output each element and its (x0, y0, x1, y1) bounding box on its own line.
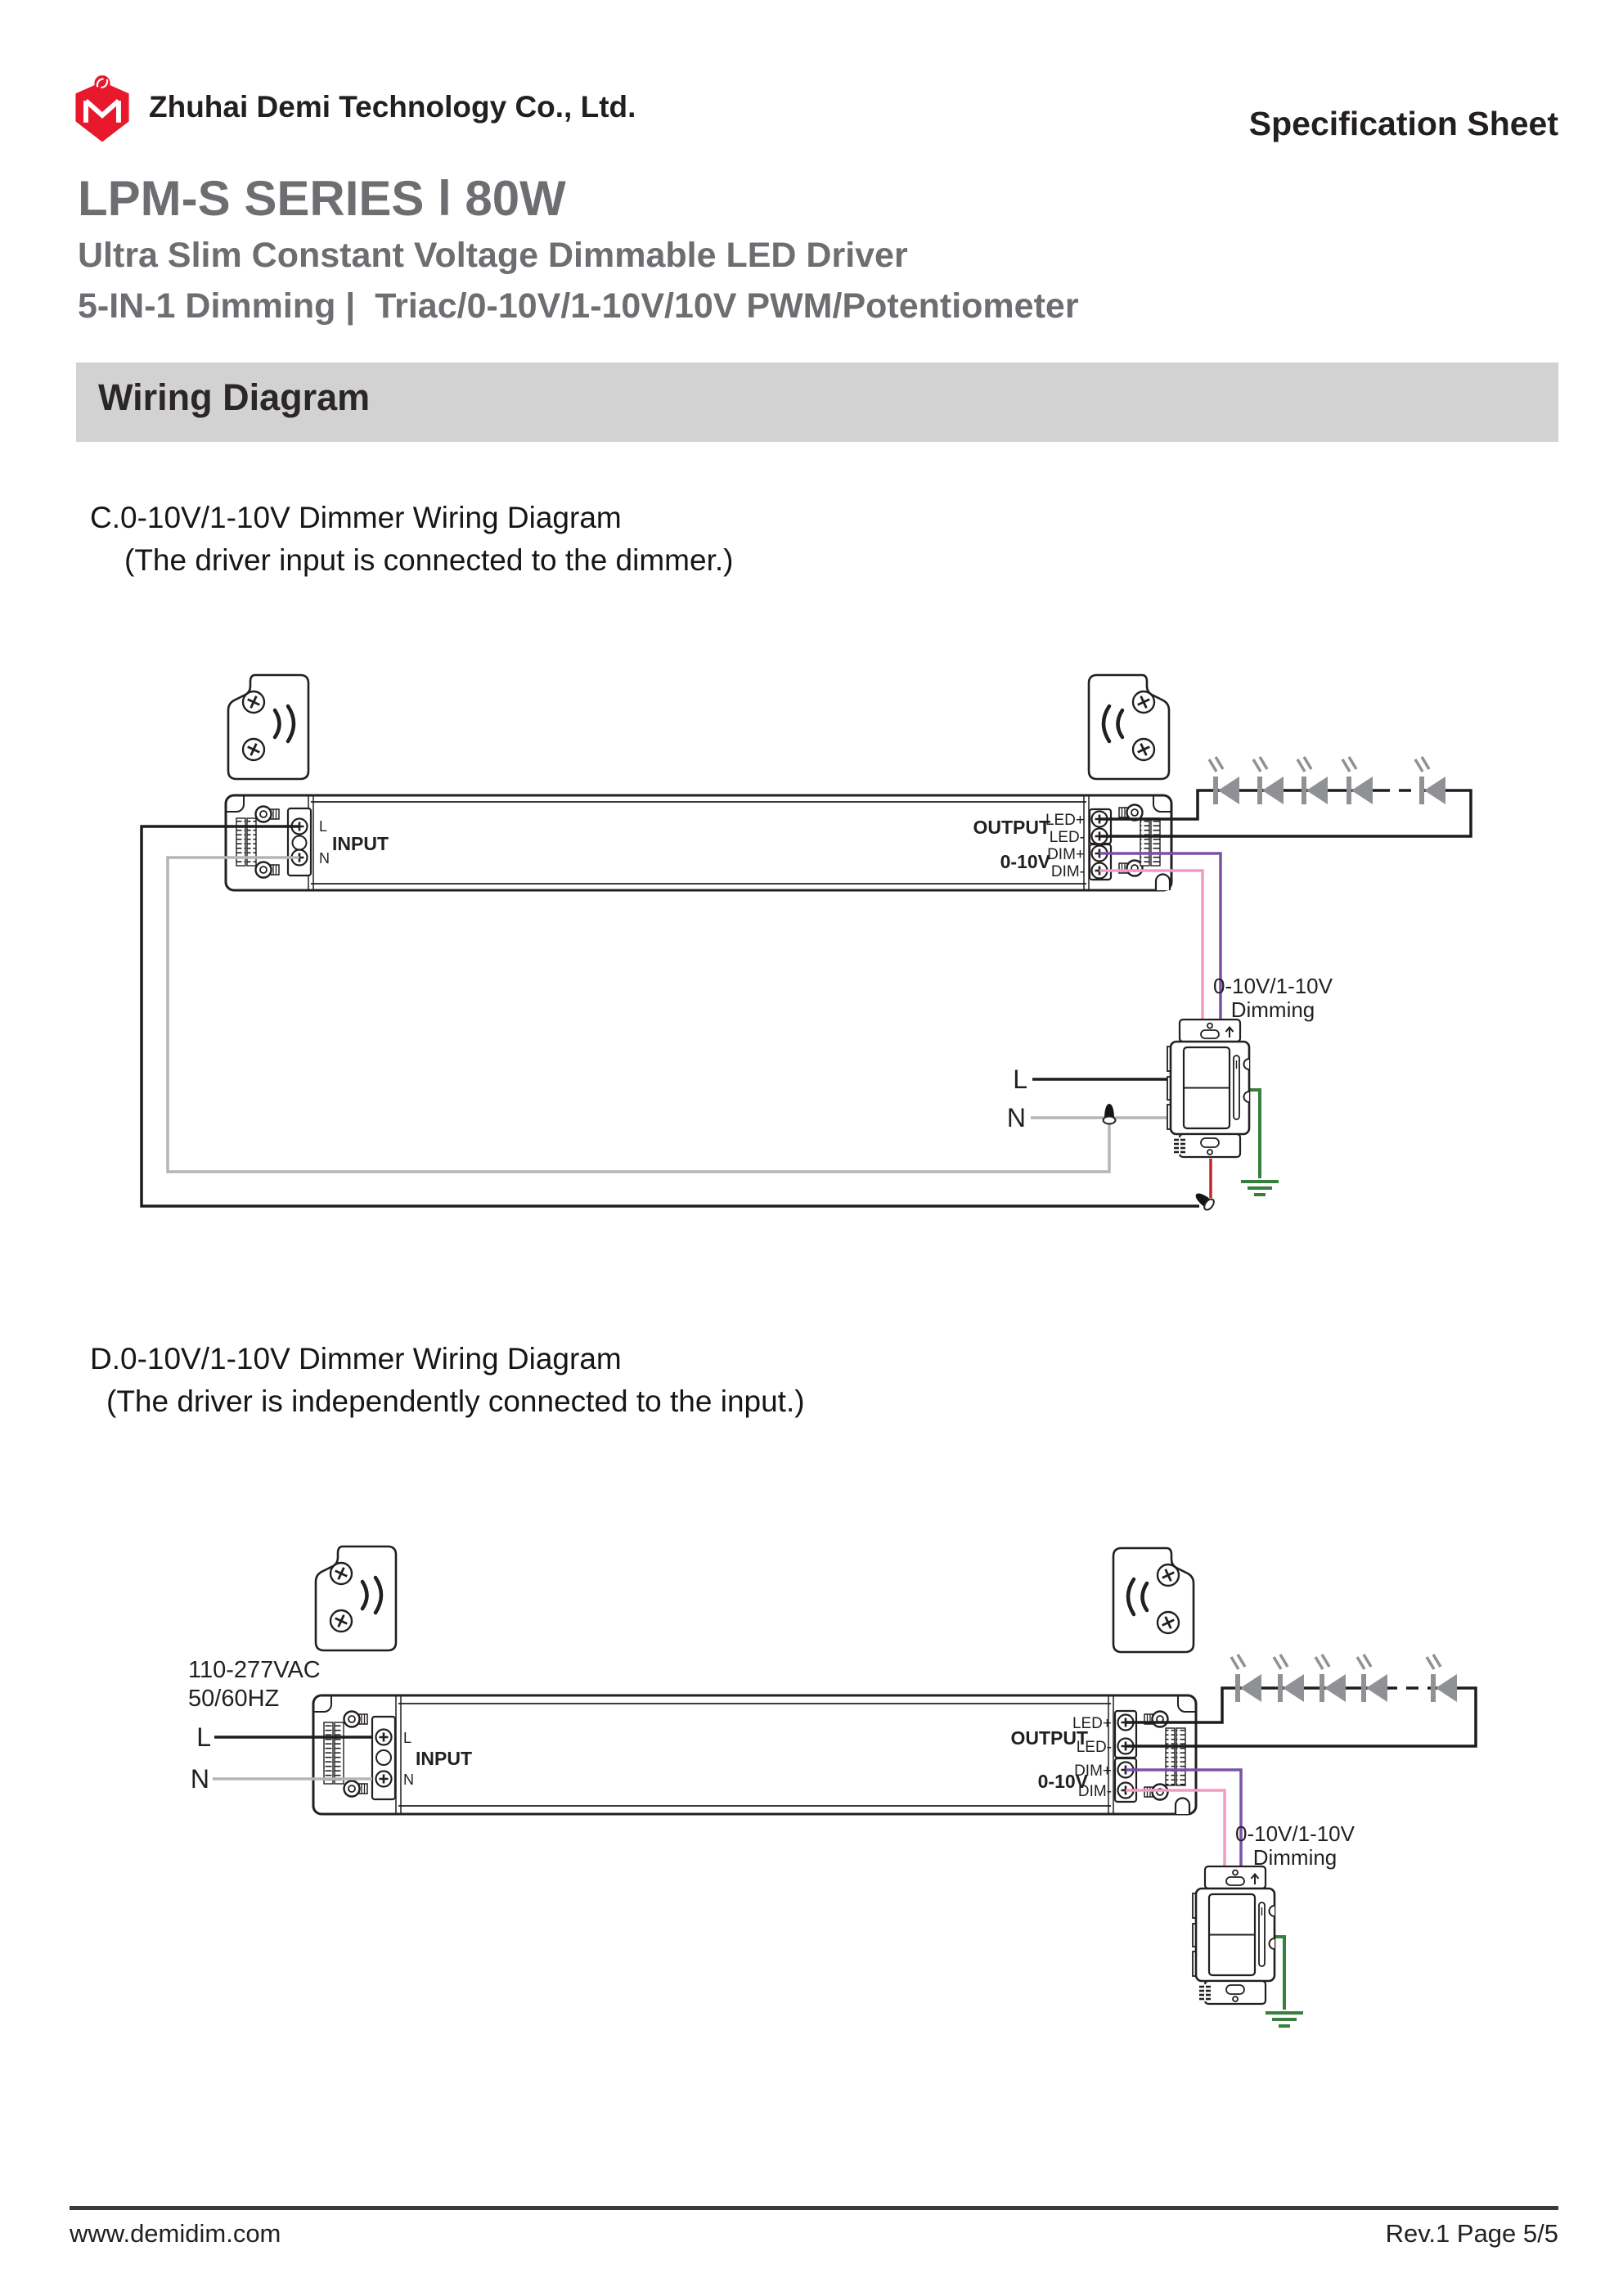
input-label: INPUT (332, 833, 389, 854)
led-icon (1209, 757, 1239, 804)
led-icon (1315, 1654, 1346, 1702)
led-icon (1231, 1654, 1261, 1702)
led-plus-label: LED+ (1045, 812, 1085, 829)
diagram-d-title: D.0-10V/1-10V Dimmer Wiring Diagram (90, 1342, 622, 1375)
led-minus-label: LED- (1049, 829, 1085, 846)
mains-l-label: L (196, 1722, 211, 1752)
led-driver (313, 1695, 1196, 1814)
output-label: OUTPUT (973, 817, 1050, 838)
led-minus-label: LED- (1076, 1739, 1112, 1756)
mounting-bracket-right (1113, 1548, 1194, 1652)
series-title: LPM-S SERIES l 80W (78, 171, 566, 226)
diagram-d-subtitle: (The driver is independently connected to the input.) (106, 1384, 805, 1418)
wire-nut-icon (1193, 1190, 1216, 1212)
input-l-label: L (403, 1730, 412, 1746)
mains-l-label: L (1013, 1065, 1027, 1094)
input-n-label: N (319, 850, 330, 867)
document-title: Specification Sheet (1248, 105, 1558, 142)
input-n-label: N (403, 1772, 414, 1788)
output-dim-label: 0-10V (1000, 851, 1050, 872)
mains-n-label: N (190, 1764, 209, 1794)
mounting-bracket-left (228, 675, 308, 779)
led-plus-label: LED+ (1072, 1715, 1112, 1732)
diagram-c-subtitle: (The driver input is connected to the dimmer.) (124, 543, 734, 577)
footer-revision: Rev.1 Page 5/5 (1385, 2219, 1558, 2248)
mounting-bracket-left (316, 1546, 396, 1650)
section-title: Wiring Diagram (98, 376, 371, 418)
led-icon (1342, 757, 1373, 804)
wall-dimmer (1193, 1866, 1275, 2004)
diagram-c-title: C.0-10V/1-10V Dimmer Wiring Diagram (90, 501, 622, 534)
wire-neutral-input (168, 858, 1109, 1172)
input-terminal-block (372, 1717, 395, 1799)
mounting-bracket-right (1089, 675, 1169, 779)
wire-dim-minus (1099, 871, 1203, 1020)
led-icon (1297, 757, 1328, 804)
led-icon (1427, 1654, 1457, 1702)
wire-ground (1275, 1937, 1284, 2010)
mains-n-label: N (1006, 1103, 1026, 1132)
output-label: OUTPUT (1010, 1727, 1088, 1749)
diagram-c (142, 675, 1471, 1212)
input-label: INPUT (416, 1748, 472, 1769)
dim-plus-label: DIM+ (1074, 1763, 1112, 1780)
dim-minus-label: DIM- (1050, 863, 1085, 880)
dimming-label-line1: 0-10V/1-10V (1235, 1821, 1355, 1846)
led-icon (1415, 757, 1445, 804)
wall-dimmer (1167, 1020, 1249, 1157)
dim-plus-label: DIM+ (1047, 846, 1085, 863)
dim-minus-label: DIM- (1077, 1783, 1112, 1800)
product-subtitle: Ultra Slim Constant Voltage Dimmable LED Driver (78, 236, 908, 275)
output-terminal-block (1115, 1711, 1136, 1802)
company-name: Zhuhai Demi Technology Co., Ltd. (149, 90, 636, 124)
wire-ground (1249, 1090, 1260, 1178)
output-dim-label: 0-10V (1037, 1771, 1088, 1792)
diagram-d (188, 1546, 1476, 2026)
dimming-subtitle: 5-IN-1 Dimming | Triac/0-10V/1-10V/10V PWM/Potentiometer (78, 286, 1079, 326)
dimming-label-line2: Dimming (1230, 997, 1315, 1022)
dimming-label-line2: Dimming (1252, 1845, 1338, 1870)
supply-frequency-label: 50/60HZ (188, 1686, 280, 1712)
led-driver (226, 795, 1171, 890)
footer-website: www.demidim.com (70, 2219, 281, 2248)
led-icon (1253, 757, 1284, 804)
led-icon (1274, 1654, 1304, 1702)
dimming-label-line1: 0-10V/1-10V (1213, 974, 1333, 998)
input-terminal-block (288, 808, 311, 876)
footer-divider (70, 2206, 1558, 2210)
wire-nut-icon (1104, 1104, 1116, 1124)
led-icon (1357, 1654, 1387, 1702)
input-l-label: L (319, 818, 328, 835)
supply-voltage-label: 110-277VAC (188, 1657, 321, 1683)
